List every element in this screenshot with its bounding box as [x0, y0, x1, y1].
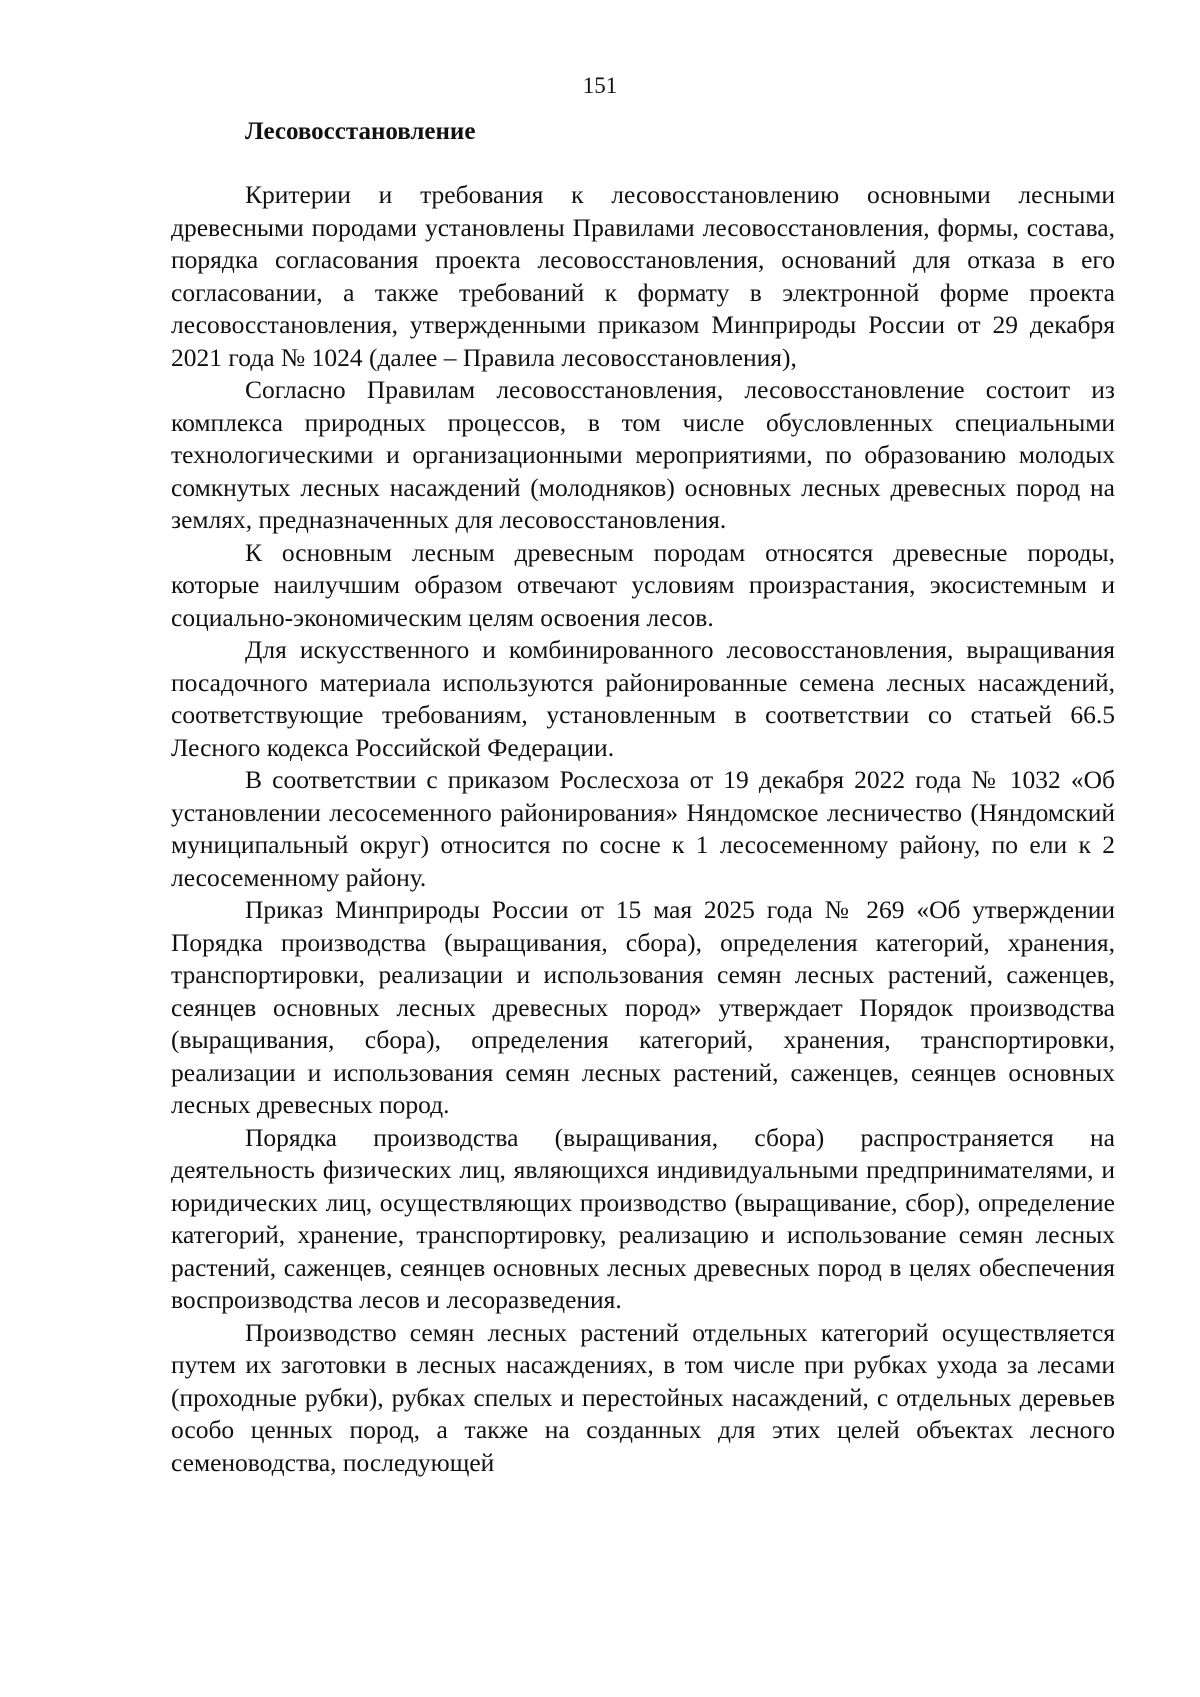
paragraph-5: В соответствии с приказом Рослесхоза от 19 декабря 2022 года № 1032 «Об установлении лесосеменного районирования» Няндомское лесничество (Няндомский муниципальный округ) относится по сосне к 1 лесосеменному району, по ели к 2 лесосеменному району.	[171, 765, 1115, 892]
page-number: 151	[582, 73, 618, 98]
body-text	[171, 179, 1115, 1479]
paragraph-7: Порядка производства (выращивания, сбора) распространяется на деятельность физических лиц, являющихся индивидуальными предпринимателями, и юридических лиц, осуществляющих производство (выращивание, сбор), определение категорий, хранение, транспортировку, реализацию и использование семян лесных растений, саженцев, сеянцев основных лесных древесных пород в целях обеспечения воспроизводства лесов и лесоразведения.	[171, 1122, 1115, 1314]
paragraph-8: Производство семян лесных растений отдельных категорий осуществляется путем их заготовки в лесных насаждениях, в том числе при рубках ухода за лесами (проходные рубки), рубках спелых и перестойных насаждений, с отдельных деревьев особо ценных пород, а также на созданных для этих целей объектах лесного семеноводства, последующей	[171, 1317, 1115, 1477]
paragraph-3: К основным лесным древесным породам относятся древесные породы, которые наилучшим образом отвечают условиям произрастания, экосистемным и социально-экономическим целям освоения лесов.	[171, 537, 1115, 632]
paragraph-4: Для искусственного и комбинированного лесовосстановления, выращивания посадочного материала используются районированные семена лесных насаждений, соответствующие требованиям, установленным в соответствии со статьей 66.5 Лесного кодекса Российской Федерации.	[171, 635, 1115, 762]
section-title: Лесовосстановление	[245, 118, 476, 145]
paragraph-6: Приказ Минприроды России от 15 мая 2025 года № 269 «Об утверждении Порядка производства (выращивания, сбора), определения категорий, хранения, транспортировки, реализации и использования семян лесных растений, саженцев, сеянцев основных лесных древесных пород» утверждает Порядок производства (выращивания, сбора), определения категорий, хранения, транспортировки, реализации и использования семян лесных растений, саженцев, сеянцев основных лесных древесных пород.	[171, 895, 1115, 1119]
paragraph-1: Критерии и требования к лесовосстановлению основными лесными древесными породами установлены Правилами лесовосстановления, формы, состава, порядка согласования проекта лесовосстановления, оснований для отказа в его согласовании, а также требований к формату в электронной форме проекта лесовосстановления, утвержденными приказом Минприроды России от 29 декабря 2021 года № 1024 (далее – Правила лесовосстановления),	[171, 180, 1115, 372]
paragraph-2: Согласно Правилам лесовосстановления, лесовосстановление состоит из комплекса природных процессов, в том числе обусловленных специальными технологическими и организационными мероприятиями, по образованию молодых сомкнутых лесных насаждений (молодняков) основных лесных древесных пород на землях, предназначенных для лесовосстановления.	[171, 375, 1115, 534]
